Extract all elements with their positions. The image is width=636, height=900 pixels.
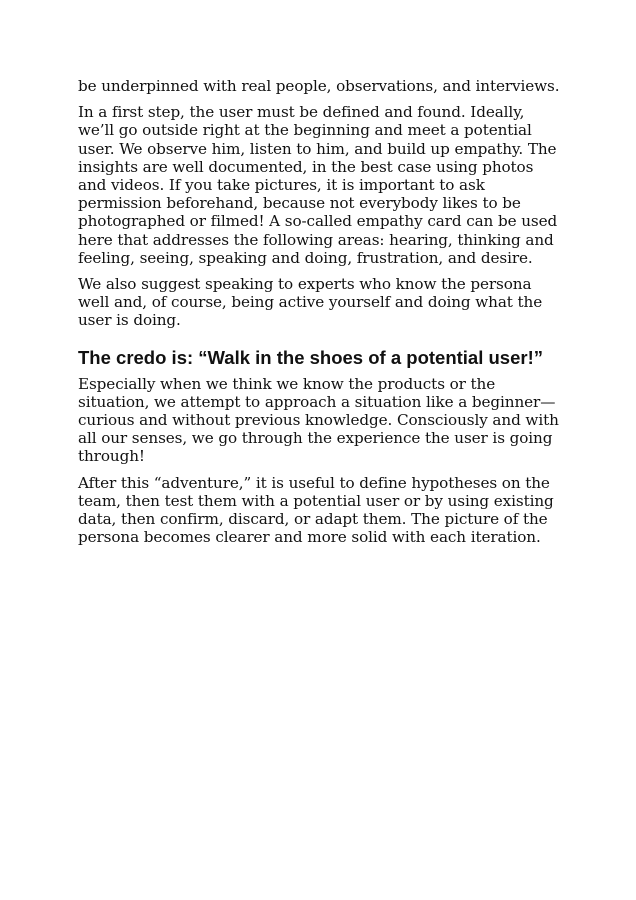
document-page (78, 77, 564, 554)
paragraph-hypotheses: After this “adventure,” it is useful to define hypotheses on the team, then test them with a potential user or by using existing data, then confirm, discard, or adapt them. The picture of the persona becomes clearer and more solid with each iteration. (78, 473, 554, 547)
paragraph-experts: We also suggest speaking to experts who know the persona well and, of course, being active yourself and doing what the user is doing. (78, 275, 543, 330)
paragraph-beginner: Especially when we think we know the products or the situation, we attempt to approach a situation like a beginner—curious and without previous knowledge. Consciously and with all our senses, we go through the experience the user is going through! (78, 374, 559, 466)
paragraph-continuation: be underpinned with real people, observations, and interviews. (78, 77, 560, 95)
paragraph-define-user: In a first step, the user must be defined and found. Ideally, we’ll go outside right at the beginning and meet a potential user. We observe him, listen to him, and build up empathy. The insights are well documented, in the best case using photos and videos. If you take pictures, it is important to ask permission beforehand, because not everybody likes to be photographed or filmed! A so-called empathy card can be used here that addresses the following areas: hearing, thinking and feeling, seeing, speaking and doing, frustration, and desire. (78, 103, 558, 267)
section-heading: The credo is: “Walk in the shoes of a potential user!” (78, 346, 543, 368)
